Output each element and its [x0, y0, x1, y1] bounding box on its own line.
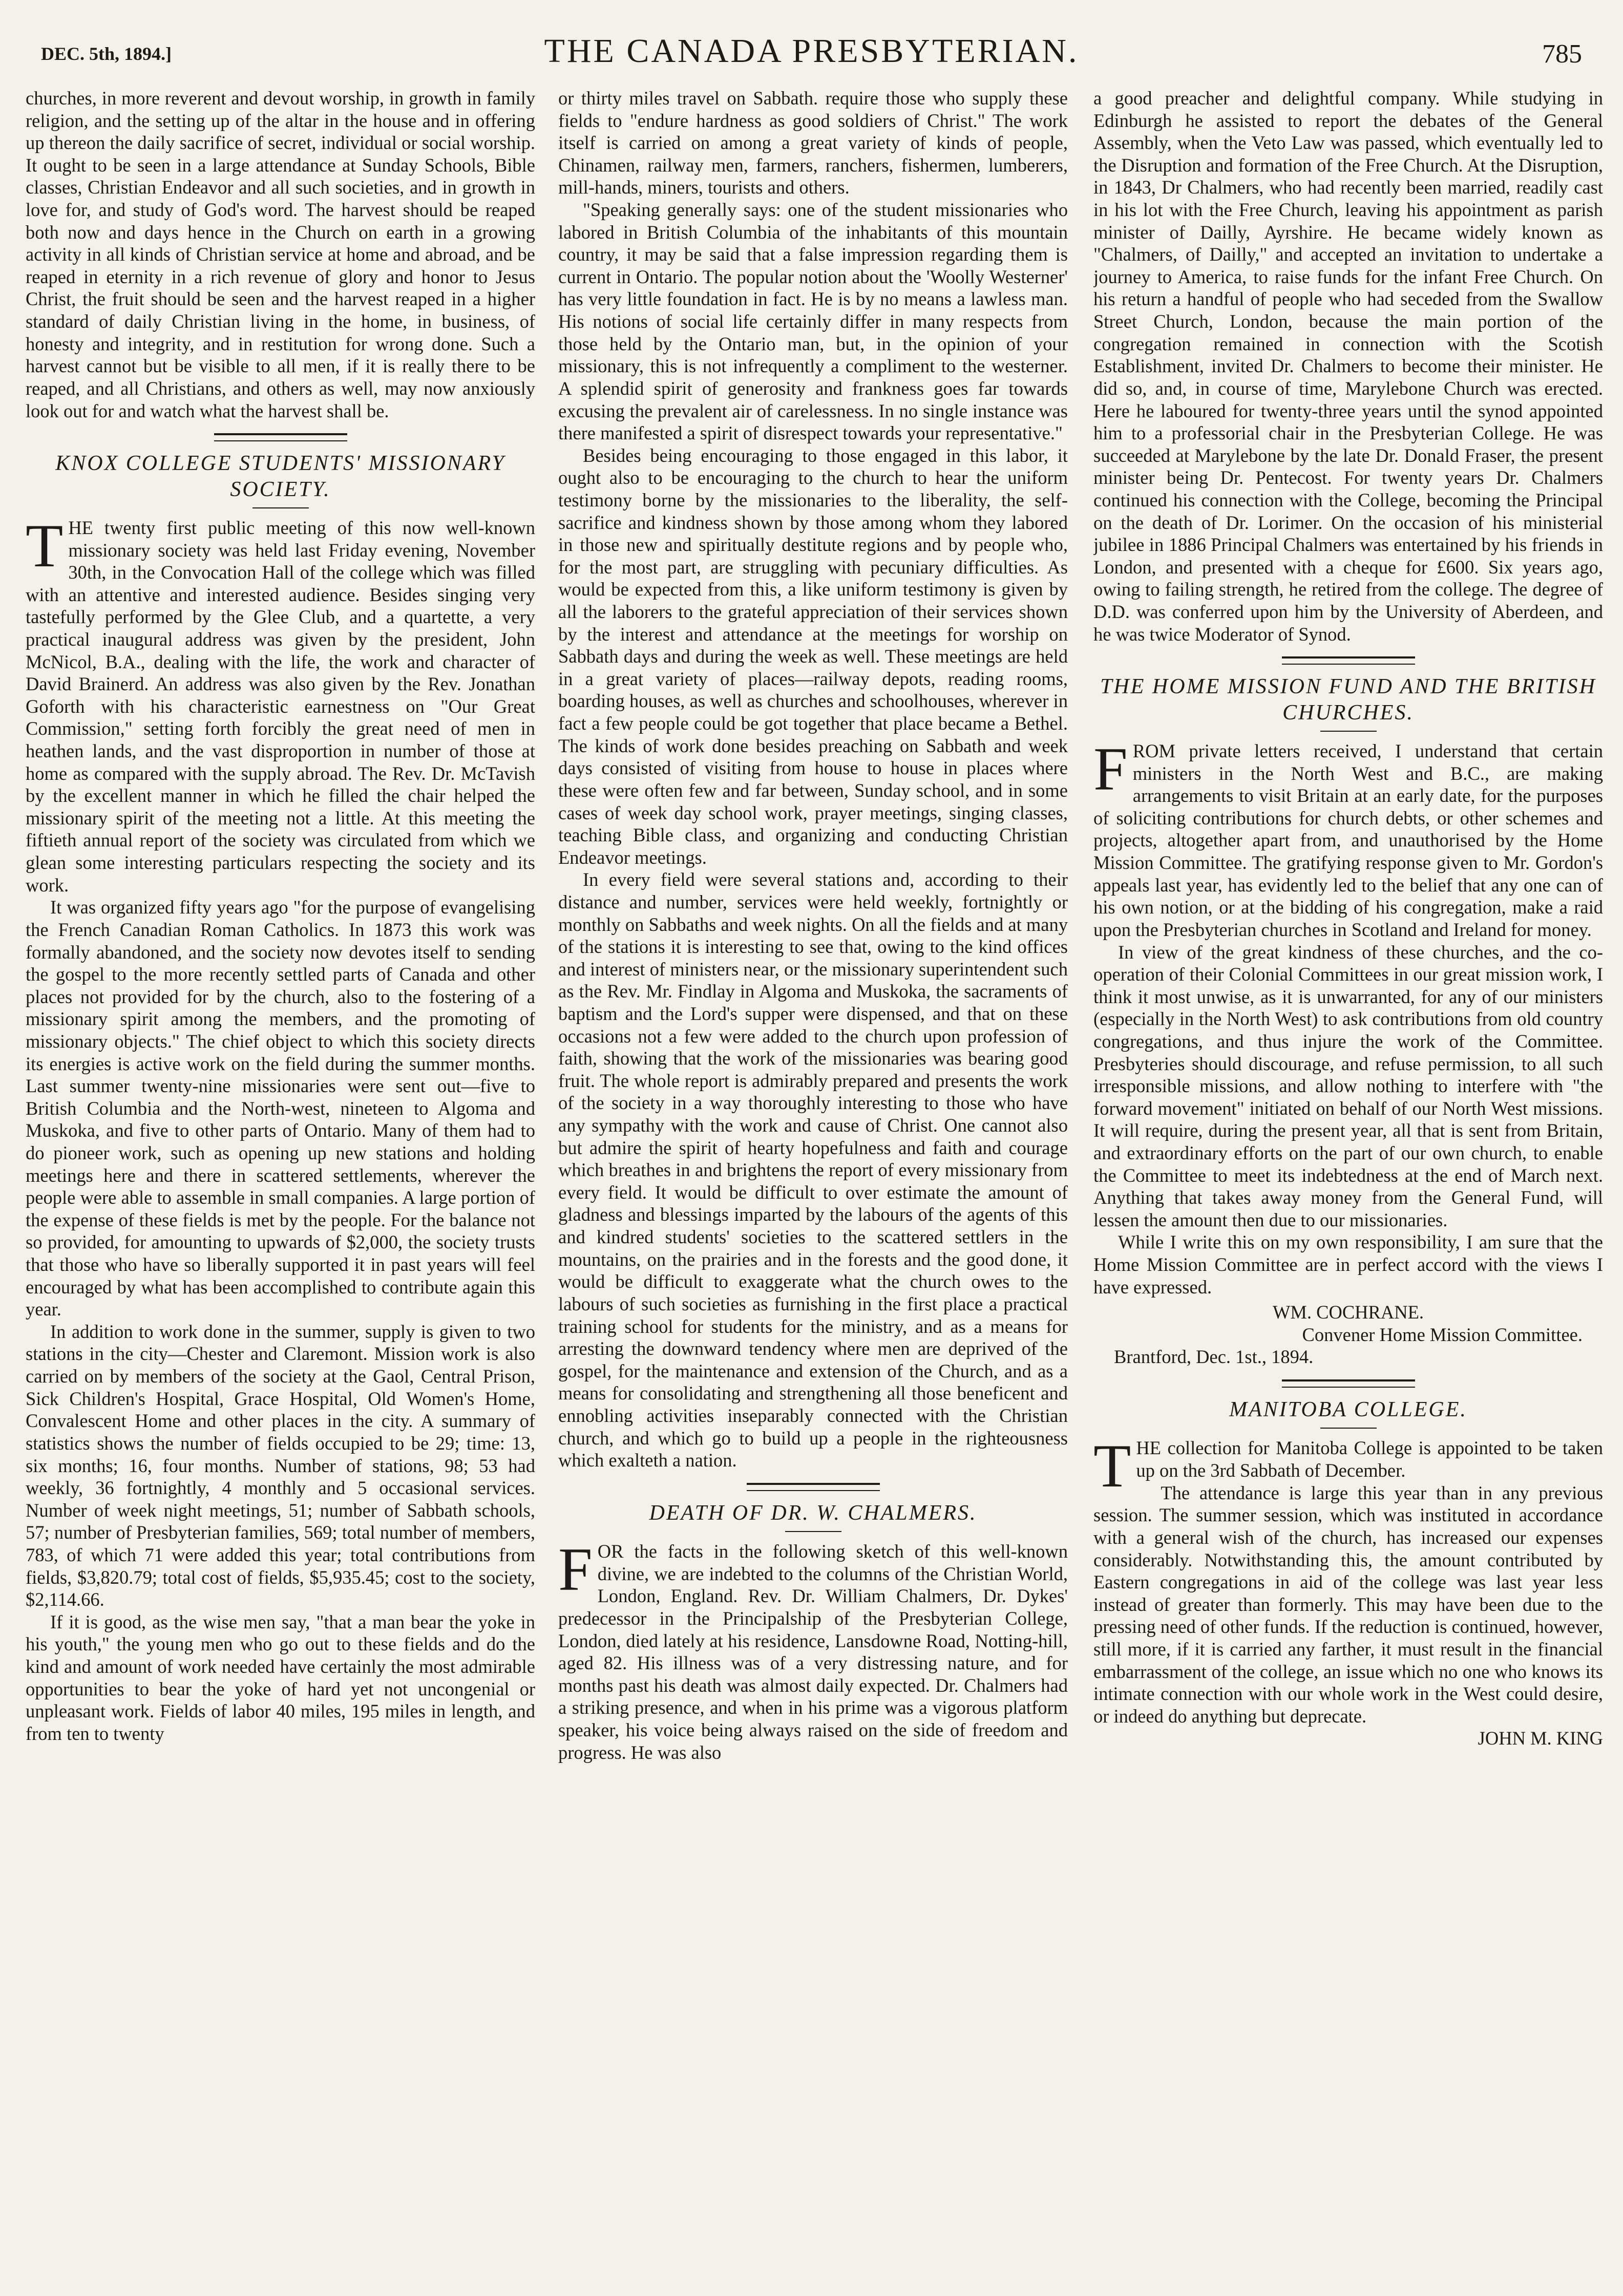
signature-title: Convener Home Mission Committee. — [1302, 1324, 1583, 1345]
section-divider — [214, 433, 347, 441]
section-divider — [1282, 656, 1415, 665]
newspaper-title: THE CANADA PRESBYTERIAN. — [544, 32, 1079, 70]
knox-continued-1: or thirty miles travel on Sabbath. require those who supply these fields to "endure hardness as good soldiers of Christ." The work itself is carried on among a great variety of kinds of people, Chinamen, railway men, farmers, ranchers, fishermen, lumberers, mill-hands, miners, tourists and others. — [558, 88, 1068, 198]
knox-paragraph-3: In addition to work done in the summer, supply is given to two stations in the city—Chester and Claremont. Mission work is also carried on by members of the society at the Gaol, Central Prison, Sick Children's Hospital, Grace Hospital, Old Women's Home, Convalescent Home and other places in the city. A summary of statistics shows the number of fields occupied to be 29; time: 13, six months; 16, four months. Number of stations, 98; 53 had weekly, 36 fortnightly, 4 monthly and 5 occasional services. Number of week night meetings, 51; number of Sabbath schools, 57; number of Presbyterian families, 569; total number of members, 783, of which 71 were added this year; total contributions from fields, $3,820.79; total cost of fields, $5,935.45; cost to the society, $2,114.66. — [26, 1321, 535, 1610]
knox-college-heading: KNOX COLLEGE STUDENTS' MISSIONARY SOCIETY. — [55, 452, 505, 501]
chalmers-paragraph-1: FOR the facts in the following sketch of this well-known divine, we are indebted to the columns of the Christian World, London, England. Rev. Dr. William Chalmers, Dr. Dykes' predecessor in the Principalship of the Presbyterian College, London, died lately at his residence, Lansdowne Road, Notting-hill, aged 82. His illness was of a very distressing nature, and for months past his death was almost daily expected. Dr. Chalmers had a striking presence, and when in his prime was a vigorous platform speaker, his voice being always raised on the side of freedom and progress. He was also — [558, 1535, 1068, 1763]
home-mission-paragraph-1: FROM private letters received, I understand that certain ministers in the North West and B.C., are making arrangements to visit Britain at an early date, for the purposes of soliciting contributions for church debts, or other schemes and projects, altogether apart from, and unauthorised by the Home Mission Committee. The gratifying response given to Mr. Gordon's appeals last year, has evidently led to the belief that any one can of his own notion, or at the bidding of his congregation, make a raid upon the Presbyterian churches in Scotland and Ireland for money. — [1093, 735, 1603, 940]
column-2 — [558, 87, 1068, 2268]
manitoba-heading: MANITOBA COLLEGE. — [1229, 1398, 1467, 1422]
manitoba-paragraph-1: THE collection for Manitoba College is appointed to be taken up on the 3rd Sabbath of December. — [1093, 1432, 1603, 1500]
heading-rule — [1320, 731, 1377, 732]
drop-cap: T — [26, 511, 64, 580]
column-3 — [1093, 87, 1603, 2268]
page-number: 785 — [1542, 39, 1582, 69]
home-mission-paragraph-2: In view of the great kindness of these churches, and the co-operation of their Colonial Committees in our great mission work, I think it most unwise, as it is unwarranted, for any of our ministers (especially in the North West) to ask contributions from old country congregations, and thus injure the work of the Committee. Presbyteries should discourage, and refuse permission, to all such irresponsible missions, and allow nothing to interfere with "the forward movement" initiated on behalf of our North West missions. It will require, during the present year, all that is sent from Britain, and extraordinary efforts on the part of our own church, to enable the Committee to meet its indebtedness at the end of March next. Anything that takes away money from the General Fund, will lessen the amount then due to our missionaries. — [1093, 941, 1603, 1230]
knox-paragraph-4: If it is good, as the wise men say, "that a man bear the yoke in his youth," the young men who go out to these fields and do the kind and amount of work needed have certainly the most admirable opportunities to bear the yoke of hard yet not uncongenial or unpleasant work. Fields of labor 40 miles, 195 miles in length, and from ten to twenty — [26, 1611, 535, 1744]
home-mission-heading: THE HOME MISSION FUND AND THE BRITISH CHURCHES. — [1100, 675, 1596, 725]
chalmers-continued: a good preacher and delightful company. While studying in Edinburgh he assisted to report the debates of the General Assembly, when the Veto Law was passed, which eventually led to the Disruption and formation of the Free Church. At the Disruption, in 1843, Dr Chalmers, who had recently been married, readily cast in his lot with the Free Church, leaving his appointment as parish minister of Dailly, Ayrshire. He became widely known as "Chalmers, of Dailly," and accepted an invitation to undertake a journey to America, to raise funds for the infant Free Church. On his return a handful of people who had seceded from the Swallow Street Church, London, because the main portion of the congregation remained in connection with the Scotish Establishment, invited Dr. Chalmers to become their minister. He did so, and, in course of time, Marylebone Church was erected. Here he laboured for twenty-three years until the synod appointed him to a professorial chair in the Presbyterian College. He was succeeded at Marylebone by the late Dr. Donald Fraser, the present minister being Dr. Pentecost. For twenty years Dr. Chalmers continued his connection with the College, becoming the Principal on the death of Dr. Lorimer. On the occasion of his ministerial jubilee in 1886 Principal Chalmers was entertained by his friends in London, and presented with a cheque for £600. Six years ago, owing to failing strength, he retired from the college. The degree of D.D. was conferred upon him by the University of Aberdeen, and he was twice Moderator of Synod. — [1093, 88, 1603, 645]
heading-rule — [252, 507, 309, 508]
knox-paragraph-2: It was organized fifty years ago "for the purpose of evangelising the French Canadian Roman Catholics. In 1873 this work was formally abandoned, and the society now devotes itself to sending the gospel to the more recently settled parts of Canada and other places not provided for by the church, also to the fostering of a missionary spirit among the members, and the promoting of missionary objects." The chief object to which this society directs its energies is active work on the field during the summer months. Last summer twenty-nine missionaries were sent out—five to British Columbia and the North-west, nineteen to Algoma and Muskoka, and five to other parts of Ontario. Many of them had to do pioneer work, such as opening up new stations and holding meetings here and there in scattered settlements, wherever the people were able to assemble in small companies. A large portion of the expense of these fields is met by the people. For the balance not so provided, for amounting to upwards of $2,000, the society trusts that those who have so liberally supported it in past years will feel encouraged by what has been accomplished to contribute again this year. — [26, 897, 535, 1320]
home-mission-paragraph-3: While I write this on my own responsibility, I am sure that the Home Mission Committee are in perfect accord with the views I have expressed. — [1093, 1231, 1603, 1298]
manitoba-signature: JOHN M. KING — [1478, 1728, 1603, 1749]
harvest-article-end: churches, in more reverent and devout worship, in growth in family religion, and the setting up of the altar in the house and in offering up thereon the daily sacrifice of secret, individual or social worship. It ought to be seen in a large attendance at Sunday Schools, Bible classes, Christian Endeavor and all such societies, and in growth in love for, and study of God's word. The harvest should be reaped both now and days hence in the Church on earth in a growing activity in all kinds of Christian service at home and abroad, and be reaped in eternity in a rich revenue of glory and honor to Jesus Christ, the fruit should be seen and the harvest reaped in a higher standard of daily Christian living in the home, in business, of honesty and integrity, and in restitution for wrong done. Such a harvest cannot but be visible to all men, if it is really there to be reaped, and all Christians, and others as well, may now anxiously look out for and watch what the harvest shall be. — [26, 88, 535, 421]
signature-name: WM. COCHRANE. — [1272, 1302, 1424, 1323]
drop-cap: F — [1093, 735, 1128, 803]
heading-rule — [785, 1531, 841, 1532]
section-divider — [1282, 1379, 1415, 1388]
knox-paragraph-1: THE twenty first public meeting of this now well-known missionary society was held last Friday evening, November 30th, in the Convocation Hall of the college which was filled with an attentive and interested audience. Besides singing very tastefully performed by the Glee Club, and a quartette, a very practical inaugural address was given by the president, John McNicol, B.A., dealing with the life, the work and character of David Brainerd. An address was also given by the Rev. Jonathan Goforth with his characteristic earnestness on "Our Great Commission," setting forth forcibly the great need of men in heathen lands, and the vast disproportion in number of those at home as compared with the supply abroad. The Rev. Dr. McTavish by the excellent manner in which he filled the chair helped the missionary spirit of the meeting not a little. At this meeting the fiftieth annual report of the society was circulated from which we glean some interesting particulars respecting the society and its work. — [26, 511, 535, 896]
page-header — [41, 20, 1582, 82]
knox-continued-3: Besides being encouraging to those engaged in this labor, it ought also to be encouraging to the church to hear the uniform testimony borne by the missionaries to the liberality, the self-sacrifice and kindness shown by those among whom they labored in those new and spiritually destitute regions and by people who, for the most part, are struggling with pecuniary difficulties. As would be expected from this, a like uniform testimony is given by all the laborers to the grateful appreciation of their services shown by the interest and attendance at the meetings for worship on Sabbath days and during the week as well. These meetings are held in a great variety of places—railway depots, reading rooms, boarding houses, as well as churches and schoolhouses, wherever in fact a few people could be got together that place became a Bethel. The kinds of work done besides preaching on Sabbath and week days consisted of visiting from house to house in places where these were often few and far between, Sunday school, and in some cases of week day school work, prayer meetings, singing classes, teaching Bible class, and organizing and conducting Christian Endeavor meetings. — [558, 444, 1068, 868]
drop-cap: F — [558, 1535, 593, 1604]
section-divider — [747, 1483, 880, 1491]
signature-place-date: Brantford, Dec. 1st., 1894. — [1114, 1346, 1314, 1368]
heading-rule — [1320, 1428, 1377, 1429]
manitoba-paragraph-2: The attendance is large this year than in any previous session. The summer session, which was instituted in accordance with a general wish of the church, has increased our expenses considerably. Notwithstanding this, the amount contributed by Eastern congregations in aid of the college was last year less instead of greater than formerly. This may have been due to the pressing need of other funds. If the reduction is continued, however, still more, if it is carried any farther, it must result in the financial embarrassment of the college, an issue which no one who knows its intimate connection with our whole work in the West could desire, or indeed do anything but deprecate. — [1093, 1482, 1603, 1727]
column-1 — [26, 87, 535, 2268]
knox-continued-4: In every field were several stations and, according to their distance and number, services were held weekly, fortnightly or monthly on Sabbaths and week nights. On all the fields and at many of the stations it is interesting to see that, owing to the kind offices and interest of ministers near, or the missionary superintendent such as the Rev. Mr. Findlay in Algoma and Muskoka, the sacraments of baptism and the Lord's supper were dispensed, and that on these occasions not a few were added to the church upon profession of faith, showing that the work of the missionaries was bearing good fruit. The whole report is admirably prepared and presents the work of the society in a way thoroughly interesting to those who have any sympathy with the work and cause of Christ. One cannot also but admire the spirit of hearty hopefulness and faith and courage which breathes in and brightens the report of every missionary from every field. It would be difficult to over estimate the amount of gladness and blessings imparted by the labours of the agents of this and kindred students' societies to the scattered settlers in the mountains, on the prairies and in the forests and the good done, it would be difficult to exaggerate what the church owes to the labours of such societies as furnishing in the first place a practical training school for students for the ministry, and as a means for arresting the downward tendency where men are deprived of the gospel, for the maintenance and extension of the Church, and as a means for consolidating and strengthening all those beneficent and ennobling activities inseparably connected with the Christian church, and which go to build up a people in the righteousness which exalteth a nation. — [558, 869, 1068, 1471]
drop-cap: T — [1093, 1432, 1131, 1500]
chalmers-heading: DEATH OF DR. W. CHALMERS. — [649, 1501, 977, 1525]
issue-date: DEC. 5th, 1894.] — [41, 44, 172, 64]
knox-continued-2: "Speaking generally says: one of the student missionaries who labored in British Columbia of the inhabitants of this mountain country, it may be said that a false impression regarding them is current in Ontario. The popular notion about the 'Woolly Westerner' has very little foundation in fact. He is by no means a lawless man. His notions of social life certainly differ in many respects from those held by the Ontario man, but, in the opinion of your missionary, this is not infrequently a compliment to the westerner. A splendid spirit of generosity and frankness goes far towards excusing the prevalent air of carelessness. In no single instance was there manifested a spirit of disrespect towards your representative." — [558, 199, 1068, 444]
